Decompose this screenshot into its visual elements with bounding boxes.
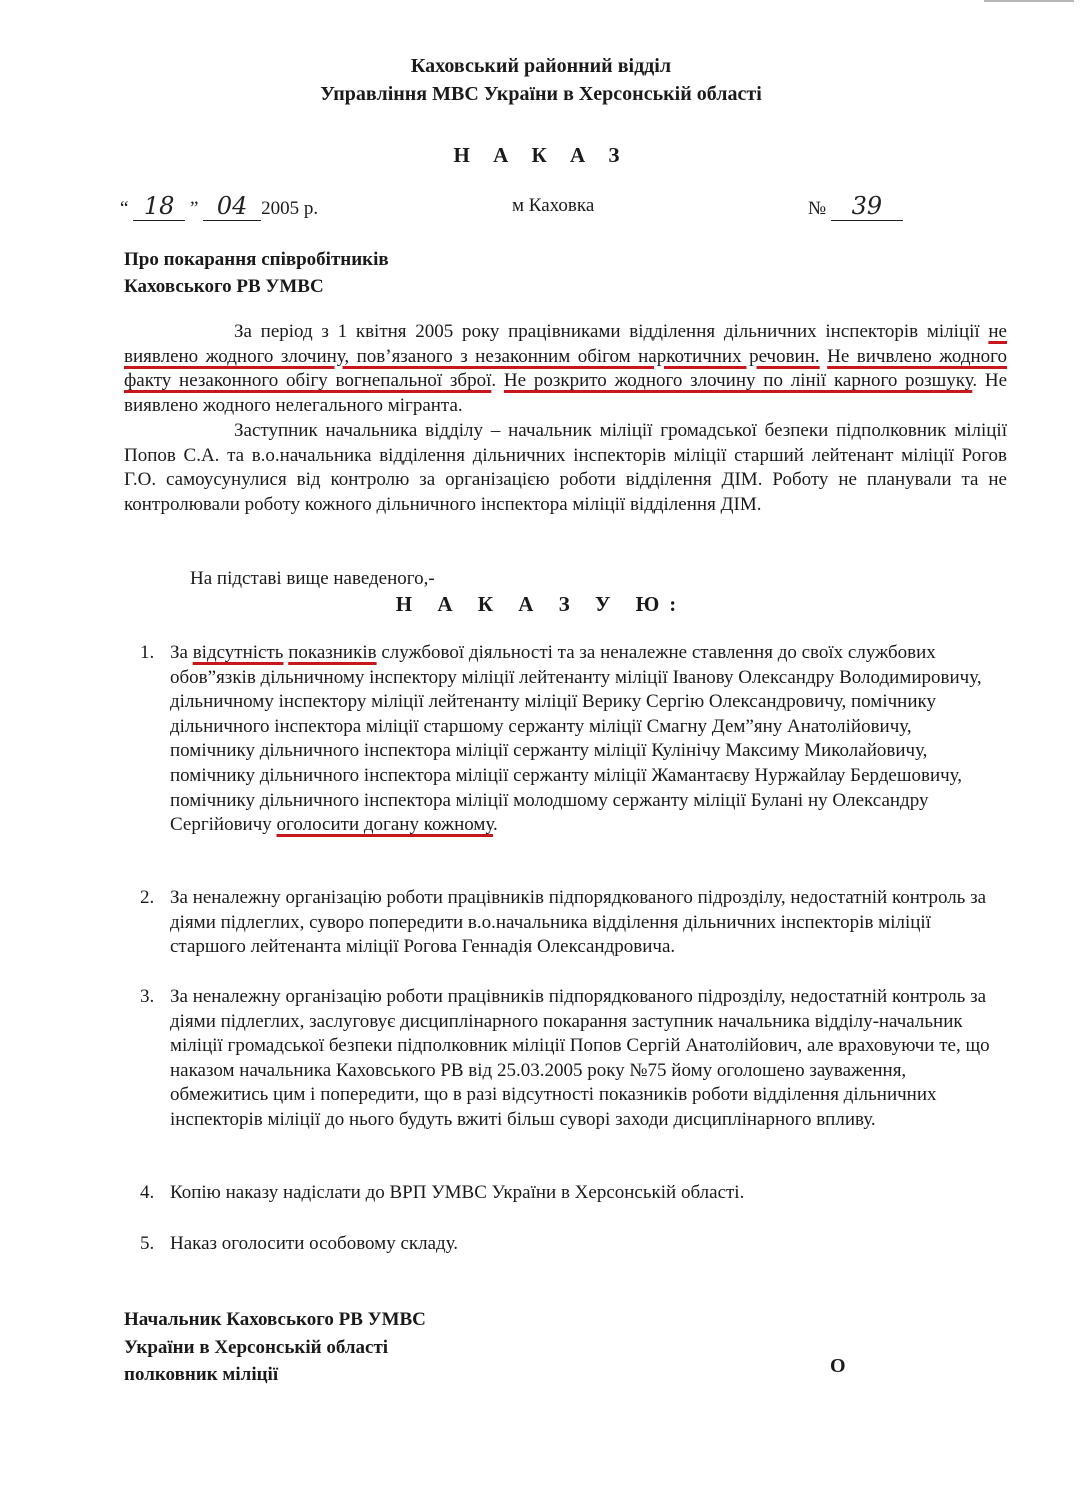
order-item-1 — [140, 641, 1000, 838]
date-year: 2005 р. — [261, 198, 319, 219]
signature-line-2: України в Херсонській області — [124, 1337, 389, 1358]
subject-line-2: Каховського РВ УМВС — [124, 276, 324, 297]
item-number: 2. — [140, 887, 155, 908]
signature-block — [124, 1306, 426, 1362]
red-underlined-text: Не вичвлено жодного факту незаконного обігу вогнепальної зброї — [124, 345, 1008, 391]
item-number: 5. — [140, 1233, 155, 1254]
paragraph-responsibility — [124, 419, 1007, 517]
item-text — [170, 641, 1000, 838]
subject-line-1: Про покарання співробітників — [124, 249, 389, 270]
city: м Каховка — [512, 195, 595, 216]
text-run: За період з 1 квітня 2005 року працівниками відділення дільничних інспекторів міліції — [234, 321, 989, 342]
text-run: За — [170, 642, 193, 663]
date-day: 18 — [133, 192, 185, 221]
signature-line-3-cut: полковник міліції — [124, 1364, 279, 1385]
quote-close: ” — [189, 198, 199, 219]
order-item-3 — [140, 985, 1000, 1133]
text-run: . — [493, 814, 498, 836]
subject — [124, 246, 389, 300]
scan-artifact — [984, 0, 1074, 2]
order-item-2 — [140, 886, 1000, 960]
basis-line: На підставі вище наведеного,- — [190, 568, 435, 589]
paragraph-findings — [124, 320, 1007, 418]
item-text: Наказ оголосити особовому складу. — [170, 1233, 459, 1254]
number-label: № — [808, 198, 827, 219]
text-run: . — [491, 370, 504, 391]
item-number: 4. — [140, 1182, 155, 1203]
text-run: Заступник начальника відділу – начальник міліції громадської безпеки підполковник міліції Попов С.А. та в.о.начальника відділення дільничних інспекторів міліції старший лейтенант міліції Рогов Г.О. самоусунулися від контролю за організацією роботи відділення ДІМ. Роботу не планували та не контролювали роботу кожного дільничного інспектора міліції відділення ДІМ. — [124, 420, 1007, 515]
red-underlined-text: оголосити догану кожному — [276, 814, 494, 836]
item-number: 3. — [140, 986, 155, 1007]
red-underlined-text: не виявлено жодного злочину, пов’язаного з незаконним обігом наркотичних речовин. — [124, 321, 1007, 367]
item-text: За неналежну організацію роботи працівників підпорядкованого підрозділу, недостатній контроль за діями підлеглих, суворо попередити в.о.начальника відділення дільничних інспекторів міліції старшого лейтенанта міліції Рогова Геннадія Олександровича. — [170, 887, 987, 958]
order-heading: Н А К А З У Ю: — [395, 592, 687, 616]
order-item-4 — [140, 1181, 1000, 1206]
red-underlined-text: відсутність — [192, 642, 284, 663]
header-line-1: Каховський районний відділ — [410, 55, 672, 77]
number-value: 39 — [831, 192, 903, 221]
order-number — [808, 192, 903, 221]
text-run: службової діяльності та за неналежне ставлення до своїх службових обов”язків дільничному інспектору міліції лейтенанту міліції Іванову Олександру Володимировичу, дільничному інспектору міліції лейтенанту міліції Верику Сергію Олександровичу, помічнику дільничного інспектора міліції старшому сержанту міліції Смагну Дем”яну Анатолійовичу, помічнику дільничного інспектора міліції сержанту міліції Кулінічу Максиму Миколайовичу, помічнику дільничного інспектора міліції сержанту міліції Жамантаєву Нуржайлау Бердешовичу, помічнику дільничного інспектора міліції молодшому сержанту міліції Булані ну Олександру Сергійовичу — [170, 642, 982, 836]
document-title: Н А К А З — [453, 143, 629, 167]
red-underlined-text: Не розкрито жодного злочину по лінії карного розшуку — [503, 370, 973, 391]
date-line — [120, 192, 318, 221]
item-text: За неналежну організацію роботи працівників підпорядкованого підрозділу, недостатній контроль за діями підлеглих, заслуговує дисциплінарного покарання заступник начальника відділу-начальник міліції громадської безпеки підполковник міліції Попов Сергій Анатолійович, але враховуючи те, що наказом начальника Каховського РВ від 25.03.2005 року №75 йому оголошено зауваження, обмежитись цим і попередити, що в разі відсутності показників роботи відділення дільничних інспекторів міліції до нього будуть вжиті більш суворі заходи дисциплінарного впливу. — [170, 986, 990, 1130]
text-run: . Не виявлено жодного нелегального мігранта. — [124, 370, 1008, 416]
red-underlined-text: показників — [288, 642, 377, 663]
quote-open: “ — [120, 198, 129, 219]
header-line-2: Управління МВС України в Херсонській області — [320, 83, 762, 105]
signature-line-1: Начальник Каховського РВ УМВС — [124, 1309, 426, 1330]
item-number: 1. — [140, 642, 155, 663]
item-text: Копію наказу надіслати до ВРП УМВС України в Херсонській області. — [170, 1182, 745, 1203]
page-mark: О — [830, 1355, 846, 1377]
date-month: 04 — [203, 192, 261, 221]
order-item-5 — [140, 1232, 1000, 1257]
